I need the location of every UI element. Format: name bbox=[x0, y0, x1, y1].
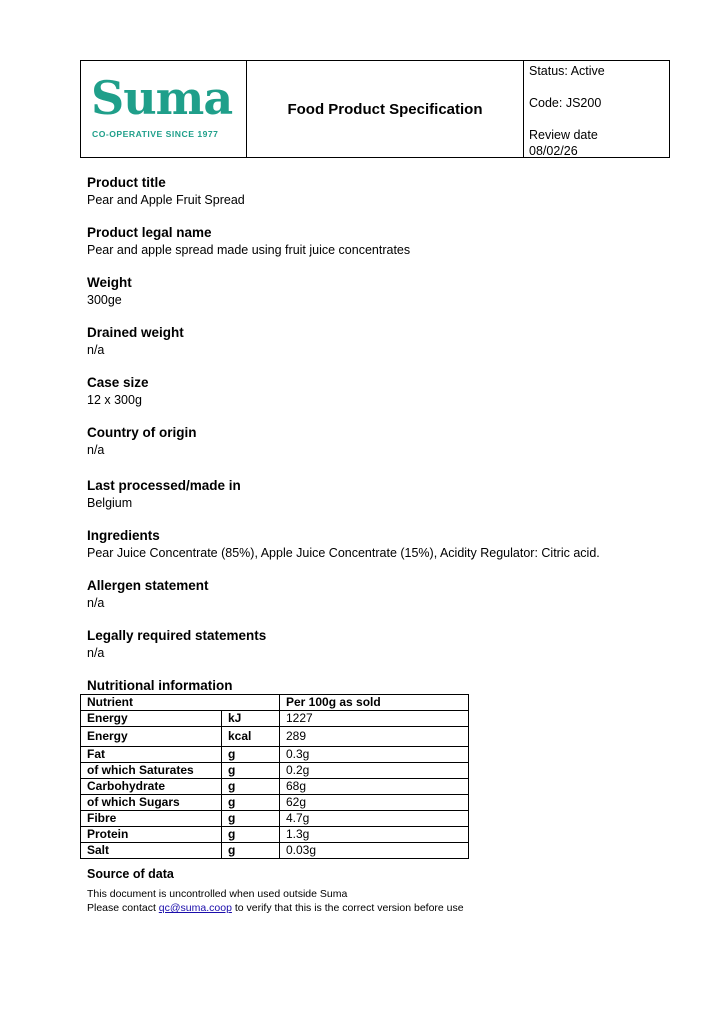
table-row bbox=[81, 811, 469, 827]
nutrient-name: Salt bbox=[81, 843, 222, 859]
nutrient-value: 0.03g bbox=[280, 843, 469, 859]
nutrient-value: 4.7g bbox=[280, 811, 469, 827]
nutrient-unit: g bbox=[222, 843, 280, 859]
section-heading: Last processed/made in bbox=[87, 478, 241, 493]
review-label: Review date bbox=[529, 128, 598, 142]
section-drained-weight bbox=[87, 324, 184, 359]
section-source bbox=[87, 865, 174, 883]
nutrient-name: Protein bbox=[81, 827, 222, 843]
table-row bbox=[81, 763, 469, 779]
nutrient-value: 68g bbox=[280, 779, 469, 795]
section-value: Pear and apple spread made using fruit juice concentrates bbox=[87, 243, 411, 257]
table-row bbox=[81, 827, 469, 843]
nutrient-name: of which Sugars bbox=[81, 795, 222, 811]
nutrient-unit: g bbox=[222, 747, 280, 763]
nutrient-unit: g bbox=[222, 795, 280, 811]
nutrient-name: Carbohydrate bbox=[81, 779, 222, 795]
section-weight bbox=[87, 274, 132, 309]
nutrient-value: 1.3g bbox=[280, 827, 469, 843]
table-row bbox=[81, 747, 469, 763]
table-header-row bbox=[81, 695, 469, 711]
meta-cell bbox=[524, 61, 669, 157]
status-text: Status: Active bbox=[529, 64, 605, 78]
section-value: 300ge bbox=[87, 293, 122, 307]
nutrient-unit: g bbox=[222, 811, 280, 827]
nutrient-name: of which Saturates bbox=[81, 763, 222, 779]
section-ingredients bbox=[87, 527, 600, 562]
nutrient-name: Energy bbox=[81, 711, 222, 727]
logo-tagline: CO-OPERATIVE SINCE 1977 bbox=[92, 129, 219, 139]
section-made-in bbox=[87, 477, 241, 512]
section-heading: Product legal name bbox=[87, 225, 212, 240]
section-legal-statements bbox=[87, 627, 266, 662]
nutrient-name: Energy bbox=[81, 727, 222, 747]
section-heading: Allergen statement bbox=[87, 578, 209, 593]
document-title: Food Product Specification bbox=[247, 61, 524, 157]
nutrition-table bbox=[80, 694, 469, 859]
nutrient-unit: kcal bbox=[222, 727, 280, 747]
section-nutrition bbox=[87, 677, 233, 695]
header-table bbox=[80, 60, 670, 158]
suma-logo: Suma bbox=[91, 71, 233, 125]
source-heading: Source of data bbox=[87, 867, 174, 881]
section-value: n/a bbox=[87, 443, 105, 457]
table-row bbox=[81, 843, 469, 859]
section-case-size bbox=[87, 374, 149, 409]
logo-cell bbox=[81, 61, 247, 157]
nutrient-value: 1227 bbox=[280, 711, 469, 727]
section-value: 12 x 300g bbox=[87, 393, 142, 407]
section-heading: Country of origin bbox=[87, 425, 197, 440]
review-date: 08/02/26 bbox=[529, 144, 578, 158]
nutrient-value: 62g bbox=[280, 795, 469, 811]
nutrient-name: Fat bbox=[81, 747, 222, 763]
section-value: n/a bbox=[87, 646, 105, 660]
table-row bbox=[81, 779, 469, 795]
section-value: n/a bbox=[87, 596, 105, 610]
section-value: Pear Juice Concentrate (85%), Apple Juice Concentrate (15%), Acidity Regulator: Citric acid. bbox=[87, 546, 600, 560]
section-heading: Product title bbox=[87, 175, 166, 190]
section-heading: Drained weight bbox=[87, 325, 184, 340]
section-value: n/a bbox=[87, 343, 105, 357]
table-row bbox=[81, 795, 469, 811]
footer-text: to verify that this is the correct version before use bbox=[231, 902, 464, 914]
nutrient-value: 0.3g bbox=[280, 747, 469, 763]
footer-text: Please contact bbox=[87, 902, 159, 914]
header-per100: Per 100g as sold bbox=[280, 695, 469, 711]
nutrient-value: 0.2g bbox=[280, 763, 469, 779]
section-heading: Case size bbox=[87, 375, 149, 390]
section-heading: Nutritional information bbox=[87, 678, 233, 693]
section-country bbox=[87, 424, 196, 459]
section-value: Belgium bbox=[87, 496, 133, 510]
nutrient-unit: g bbox=[222, 763, 280, 779]
section-legal-name bbox=[87, 224, 410, 259]
nutrient-unit: kJ bbox=[222, 711, 280, 727]
table-row bbox=[81, 711, 469, 727]
section-heading: Ingredients bbox=[87, 528, 160, 543]
header-nutrient: Nutrient bbox=[81, 695, 280, 711]
footer-line-2 bbox=[87, 901, 464, 915]
section-heading: Weight bbox=[87, 275, 132, 290]
section-heading: Legally required statements bbox=[87, 628, 267, 643]
section-value: Pear and Apple Fruit Spread bbox=[87, 193, 245, 207]
section-product-title bbox=[87, 174, 245, 209]
section-allergen bbox=[87, 577, 209, 612]
nutrient-unit: g bbox=[222, 779, 280, 795]
contact-email-link[interactable]: qc@suma.coop bbox=[158, 902, 232, 914]
nutrient-value: 289 bbox=[280, 727, 469, 747]
footer-line-1: This document is uncontrolled when used outside Suma bbox=[87, 888, 348, 900]
table-row bbox=[81, 727, 469, 747]
nutrient-unit: g bbox=[222, 827, 280, 843]
code-text: Code: JS200 bbox=[529, 96, 602, 110]
nutrient-name: Fibre bbox=[81, 811, 222, 827]
